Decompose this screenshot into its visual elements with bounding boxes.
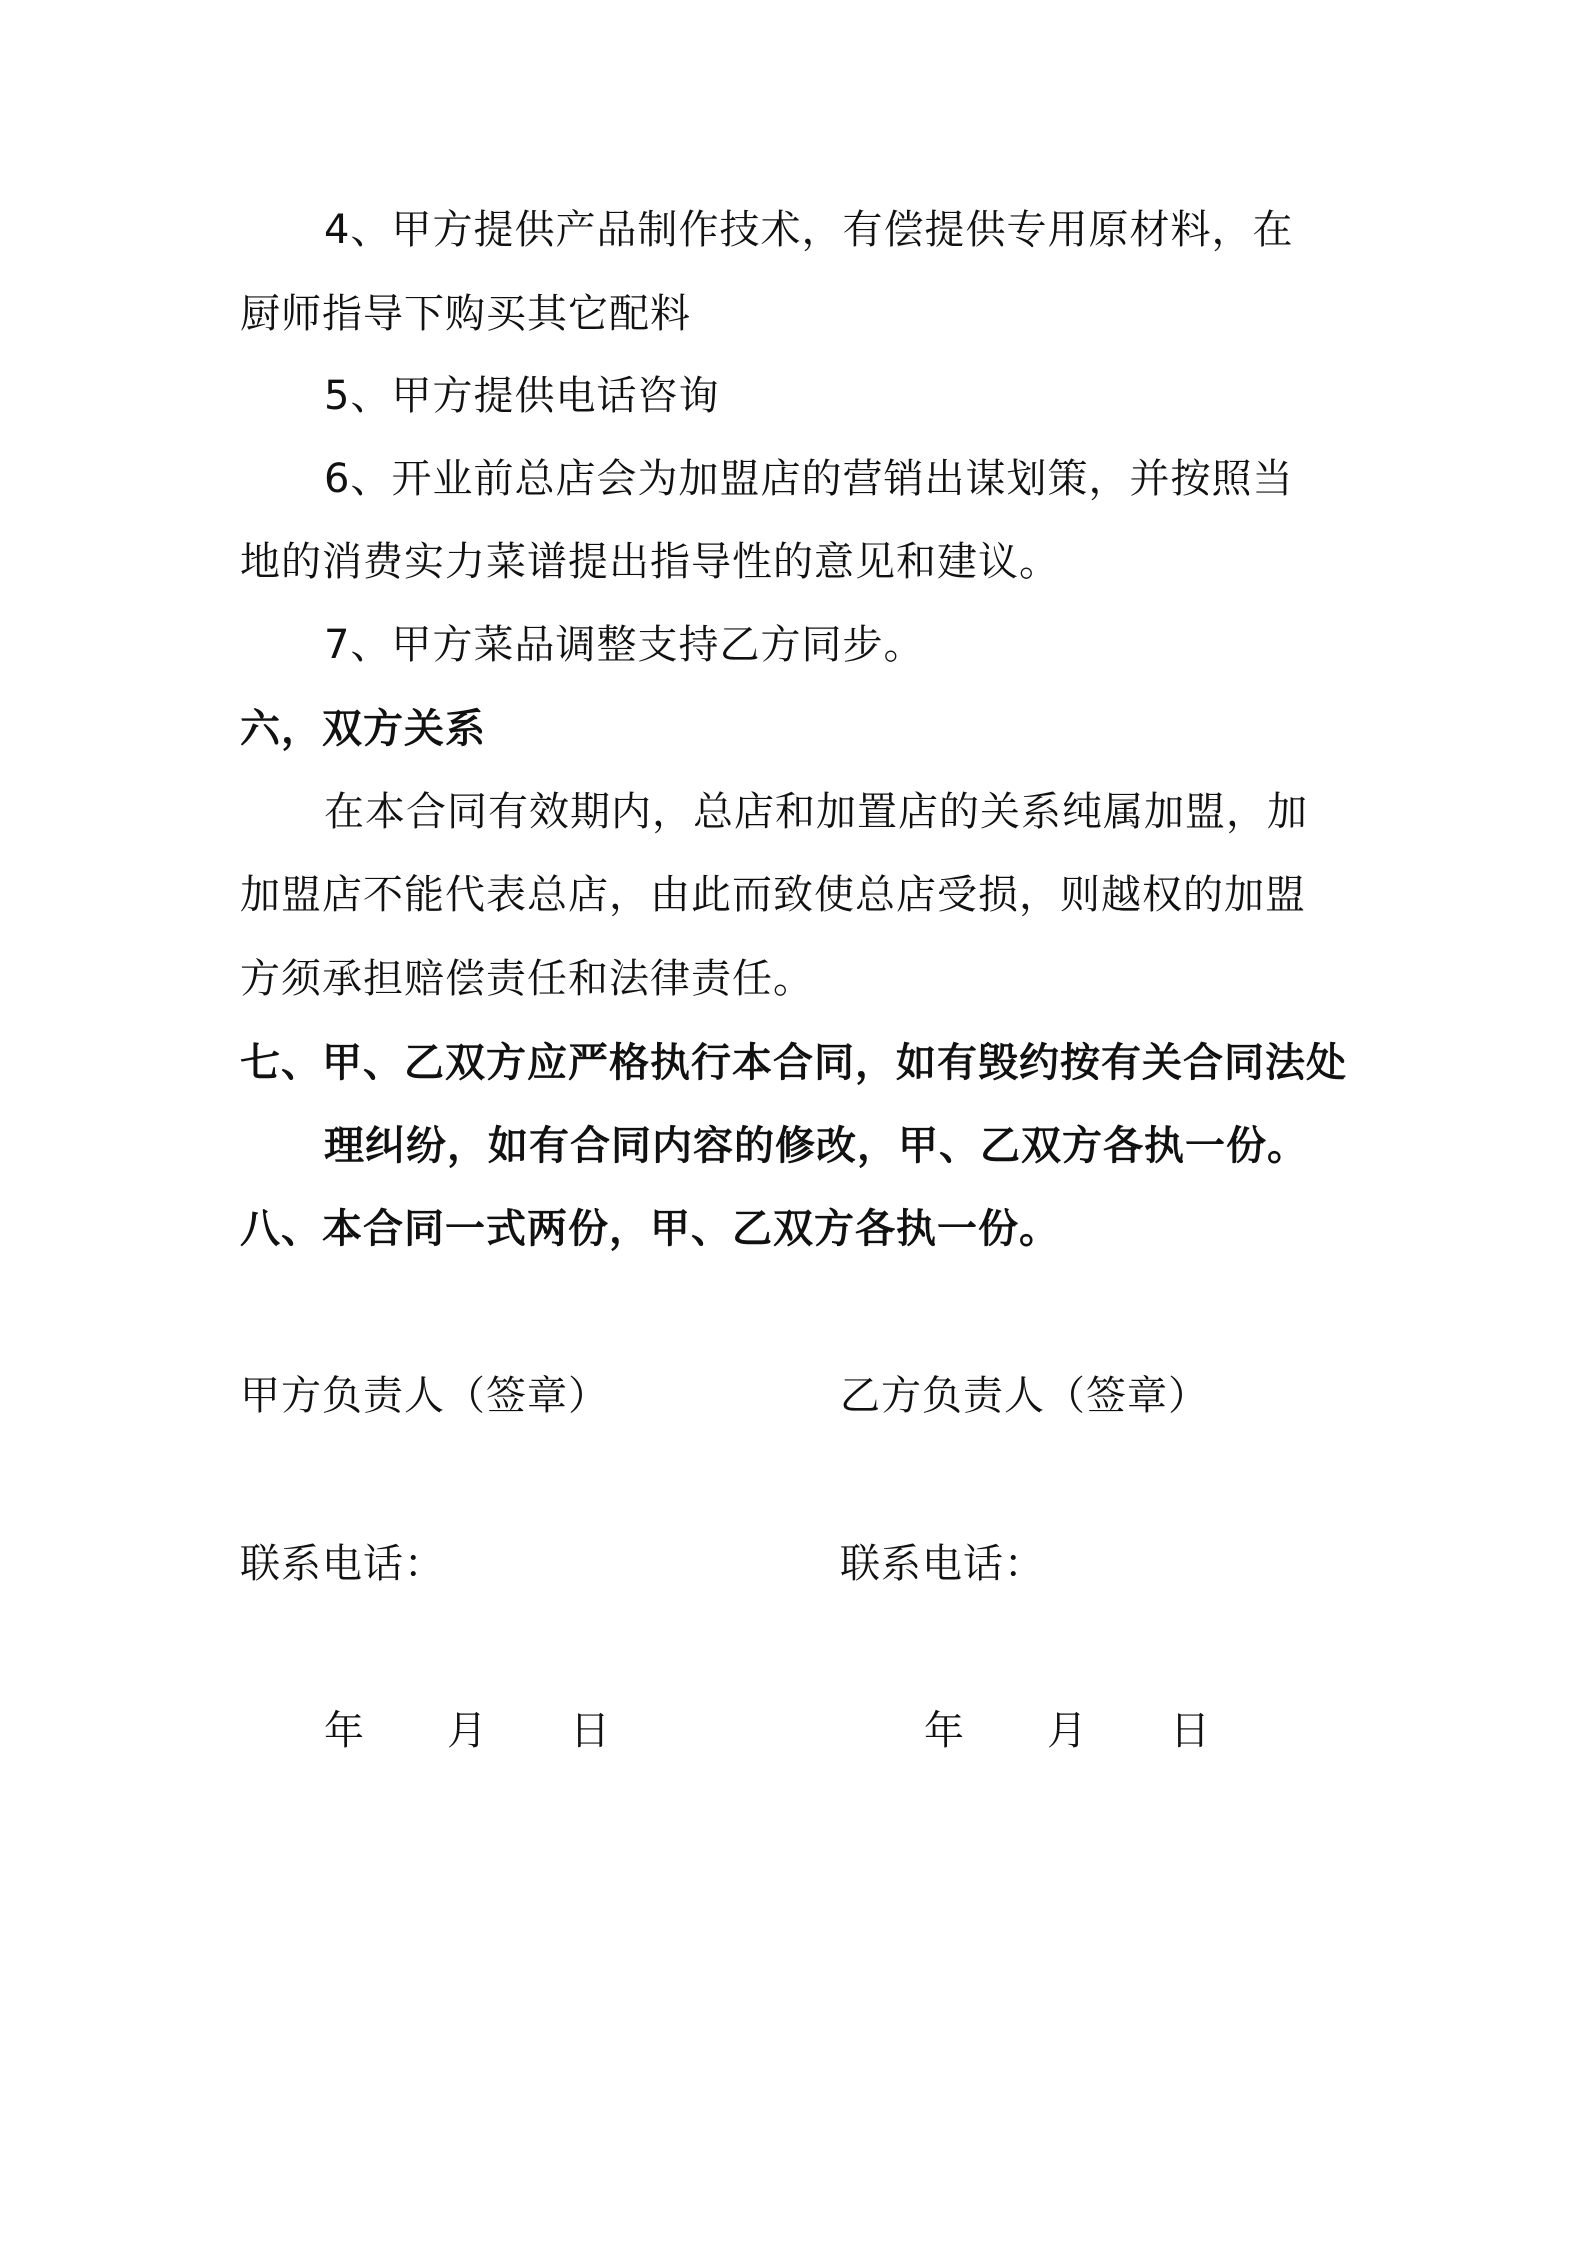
clause-4-line-1: 4、甲方提供产品制作技术，有偿提供专用原材料，在 <box>324 207 1294 253</box>
clause-6-line-2: 地的消费实力菜谱提出指导性的意见和建议。 <box>240 539 1060 585</box>
section-6-heading: 六，双方关系 <box>240 706 486 752</box>
section-8: 八、本合同一式两份，甲、乙双方各执一份。 <box>240 1206 1060 1252</box>
clause-7: 7、甲方菜品调整支持乙方同步。 <box>324 622 925 668</box>
section-6-line-3: 方须承担赔偿责任和法律责任。 <box>240 956 814 1002</box>
section-7-line-2: 理纠纷，如有合同内容的修改，甲、乙双方各执一份。 <box>324 1123 1308 1169</box>
party-a-date: 年 月 日 <box>324 1708 611 1754</box>
clause-6-line-1: 6、开业前总店会为加盟店的营销出谋划策，并按照当 <box>324 456 1294 502</box>
section-6-line-1: 在本合同有效期内，总店和加置店的关系纯属加盟，加 <box>324 789 1308 835</box>
party-b-signature-label: 乙方负责人（签章） <box>840 1373 1209 1419</box>
section-7-line-1: 七、甲、乙双方应严格执行本合同，如有毁约按有关合同法处 <box>240 1040 1347 1086</box>
party-a-signature-label: 甲方负责人（签章） <box>240 1373 609 1419</box>
party-b-phone-label: 联系电话： <box>840 1541 1045 1587</box>
clause-5: 5、甲方提供电话咨询 <box>324 373 720 419</box>
section-6-line-2: 加盟店不能代表总店，由此而致使总店受损，则越权的加盟 <box>240 872 1306 918</box>
party-a-phone-label: 联系电话： <box>240 1541 445 1587</box>
party-b-date: 年 月 日 <box>924 1708 1211 1754</box>
clause-4-line-2: 厨师指导下购买其它配料 <box>240 291 691 337</box>
